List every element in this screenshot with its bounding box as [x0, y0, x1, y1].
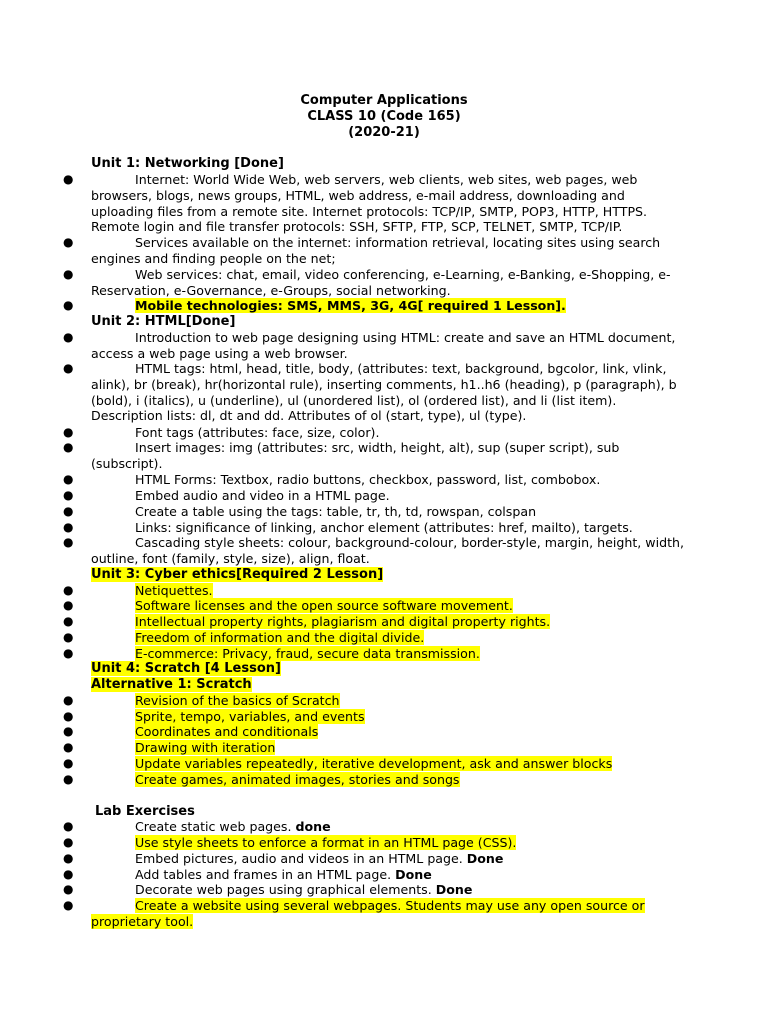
bullet-icon: ● [63, 298, 74, 312]
unit4-subheading: Alternative 1: Scratch [91, 677, 252, 692]
list-item: ● Cascading style sheets: colour, background-colour, border-style, margin, height, width, outline, font (family, style, size), align, float. [63, 535, 685, 566]
list-item: ● Create games, animated images, stories and songs [63, 772, 460, 787]
list-item: ● HTML Forms: Textbox, radio buttons, checkbox, password, list, combobox. [63, 472, 601, 487]
bullet-icon: ● [63, 835, 74, 849]
status-label: done [295, 819, 331, 834]
list-item: ● Mobile technologies: SMS, MMS, 3G, 4G[ required 1 Lesson]. [63, 298, 566, 313]
bullet-icon: ● [63, 851, 74, 865]
bullet-icon: ● [63, 583, 74, 597]
bullet-icon: ● [63, 172, 74, 186]
bullet-icon: ● [63, 598, 74, 612]
bullet-icon: ● [63, 361, 74, 375]
status-label: Done [395, 867, 432, 882]
list-item: ● E-commerce: Privacy, fraud, secure data transmission. [63, 646, 480, 661]
status-label: Done [466, 851, 504, 866]
bullet-icon: ● [63, 898, 74, 912]
list-item: ● Revision of the basics of Scratch [63, 693, 340, 708]
list-item: ● Services available on the internet: information retrieval, locating sites using search engines and finding people on the net; [63, 235, 661, 266]
bullet-icon: ● [63, 504, 74, 518]
list-item: ● Internet: World Wide Web, web servers, web clients, web sites, web pages, web browsers, blogs, news groups, HTML, web address, e-mail address, downloading and uploading files from a remote site. Internet protocols: TCP/IP, SMTP, POP3, HTTP, HTTPS. Remote login and file transfer protocols: SSH, SFTP, FTP, SCP, TELNET, SMTP, TCP/IP. [63, 172, 648, 235]
bullet-icon: ● [63, 756, 74, 770]
bullet-icon: ● [63, 535, 74, 549]
list-item: ● Coordinates and conditionals [63, 724, 319, 739]
doc-class: CLASS 10 (Code 165) [307, 109, 461, 124]
bullet-icon: ● [63, 472, 74, 486]
list-item: ● Links: significance of linking, anchor element (attributes: href, mailto), targets. [63, 520, 633, 535]
list-item: ● Software licenses and the open source software movement. [63, 598, 513, 613]
bullet-icon: ● [63, 772, 74, 786]
list-item: ● Create static web pages. done [63, 819, 331, 834]
bullet-icon: ● [63, 425, 74, 439]
status-label: Done [435, 882, 473, 897]
bullet-icon: ● [63, 440, 74, 454]
list-item: ● Create a table using the tags: table, tr, th, td, rowspan, colspan [63, 504, 537, 519]
list-item: ● Embed audio and video in a HTML page. [63, 488, 390, 503]
bullet-icon: ● [63, 330, 74, 344]
bullet-icon: ● [63, 819, 74, 833]
list-item: ● Create a website using several webpages. Students may use any open source or proprietary tool. [63, 898, 645, 929]
bullet-icon: ● [63, 867, 74, 881]
list-item: ● Add tables and frames in an HTML page. Done [63, 867, 432, 882]
bullet-icon: ● [63, 630, 74, 644]
bullet-icon: ● [63, 724, 74, 738]
list-item: ● Insert images: img (attributes: src, width, height, alt), sup (super script), sub (subscript). [63, 440, 620, 471]
unit2-heading: Unit 2: HTML[Done] [91, 314, 236, 329]
bullet-icon: ● [63, 646, 74, 660]
bullet-icon: ● [63, 267, 74, 281]
list-item: ● Intellectual property rights, plagiarism and digital property rights. [63, 614, 551, 629]
unit4-heading: Unit 4: Scratch [4 Lesson] [91, 661, 281, 676]
bullet-icon: ● [63, 882, 74, 896]
list-item: ● Introduction to web page designing using HTML: create and save an HTML document, access a web page using a web browser. [63, 330, 676, 361]
bullet-icon: ● [63, 709, 74, 723]
list-item: ● Decorate web pages using graphical elements. Done [63, 882, 473, 897]
unit3-heading: Unit 3: Cyber ethics[Required 2 Lesson] [91, 567, 384, 582]
list-item: ● Font tags (attributes: face, size, color). [63, 425, 380, 440]
bullet-icon: ● [63, 488, 74, 502]
bullet-icon: ● [63, 740, 74, 754]
bullet-icon: ● [63, 235, 74, 249]
list-item: ● Freedom of information and the digital divide. [63, 630, 425, 645]
list-item: ● Drawing with iteration [63, 740, 276, 755]
list-item: ● Sprite, tempo, variables, and events [63, 709, 365, 724]
bullet-icon: ● [63, 693, 74, 707]
bullet-icon: ● [63, 520, 74, 534]
list-item: ● HTML tags: html, head, title, body, (attributes: text, background, bgcolor, link, vlink, alink), br (break), hr(horizontal rule), inserting comments, h1..h6 (heading), p (paragraph), b (bold), i (italics), u (underline), ul (unordered list), ol (ordered list), and li (list item). Description lists: dl, dt and dd. Attributes of ol (start, type), ul (type). [63, 361, 677, 424]
list-item: ● Web services: chat, email, video conferencing, e-Learning, e-Banking, e-Shopping, e-Reservation, e-Governance, e-Groups, social networking. [63, 267, 671, 298]
list-item: ● Use style sheets to enforce a format in an HTML page (CSS). [63, 835, 517, 850]
bullet-icon: ● [63, 614, 74, 628]
list-item: ● Update variables repeatedly, iterative development, ask and answer blocks [63, 756, 613, 771]
lab-heading: Lab Exercises [95, 804, 195, 819]
doc-title: Computer Applications [300, 93, 468, 108]
doc-year: (2020-21) [348, 125, 420, 140]
unit1-heading: Unit 1: Networking [Done] [91, 156, 284, 171]
list-item: ● Embed pictures, audio and videos in an HTML page. Done [63, 851, 504, 866]
list-item: ● Netiquettes. [63, 583, 213, 598]
